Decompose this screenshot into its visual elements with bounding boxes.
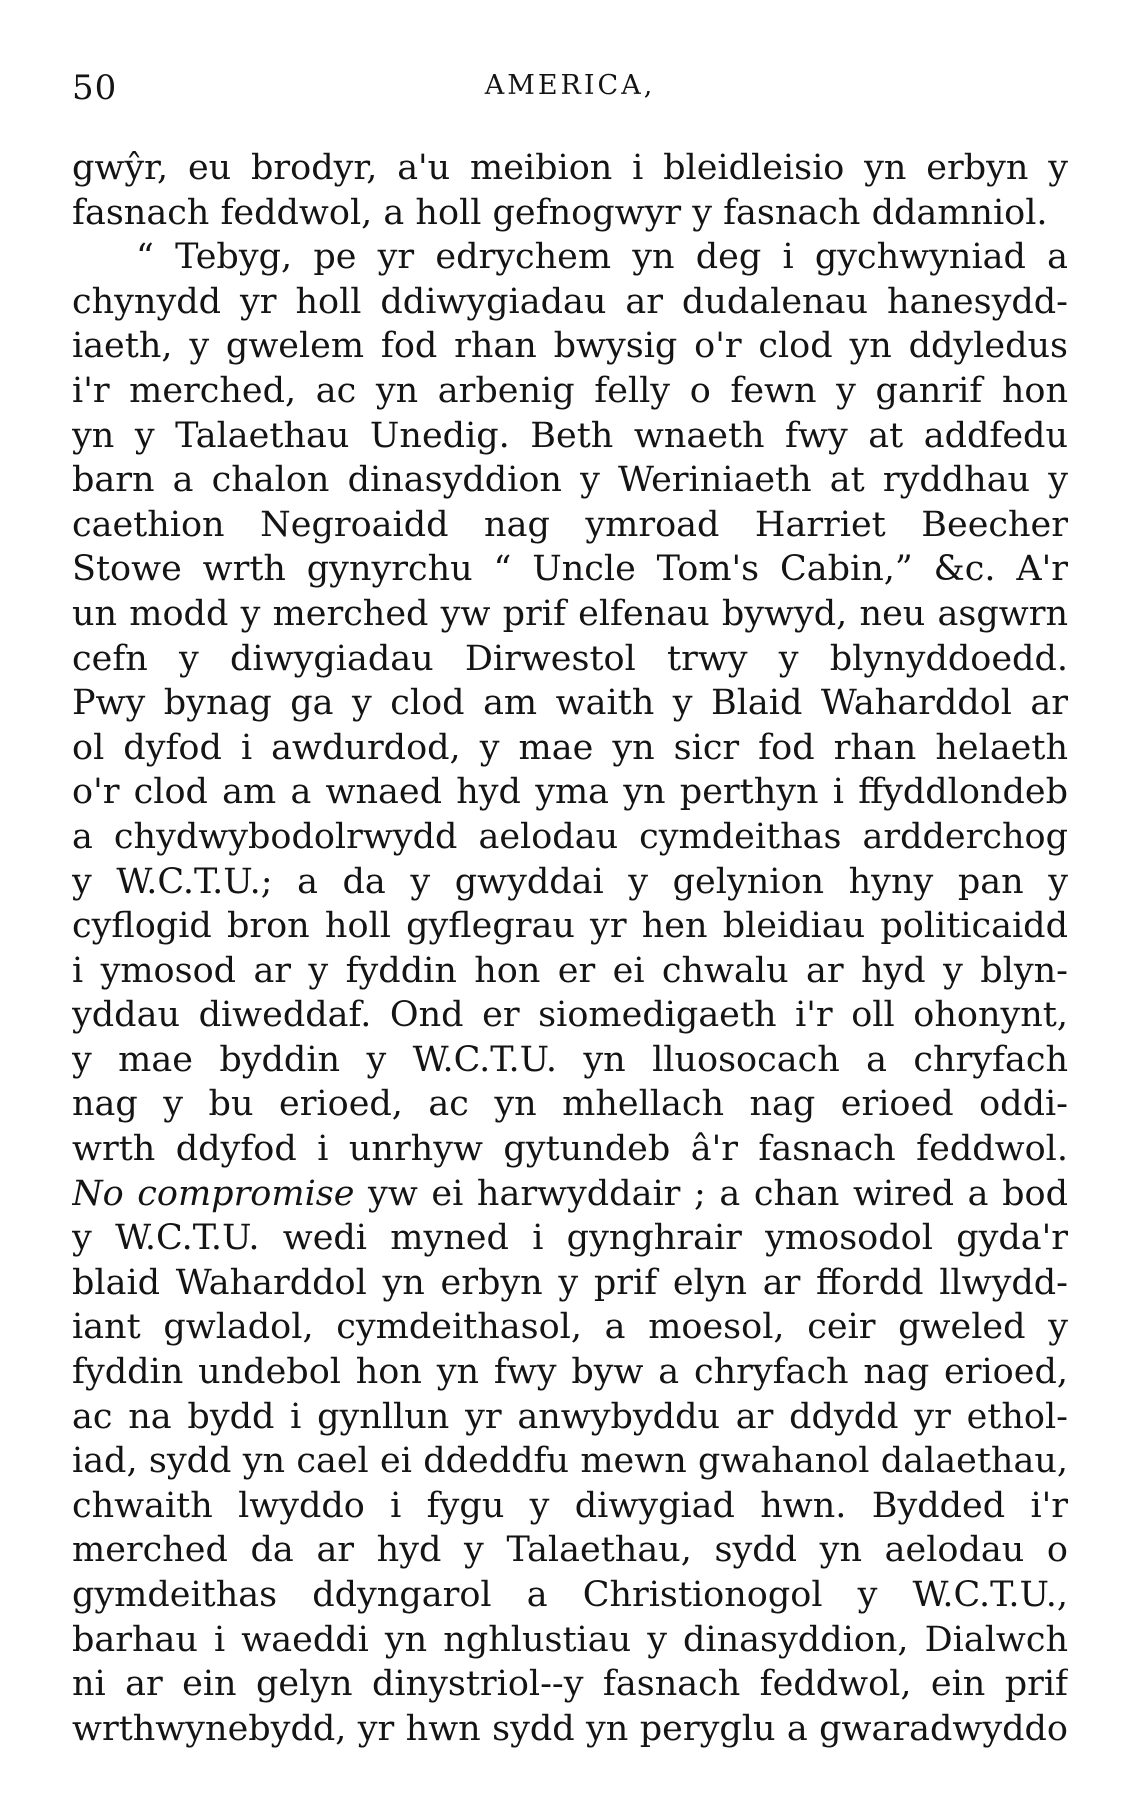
italic-line-rest: yw ei harwyddair ; a chan wired a bod bbox=[354, 1173, 1068, 1214]
text-line: yddau diweddaf. Ond er siomedigaeth i'r oll ohonynt, bbox=[72, 995, 1068, 1036]
text-line: chwaith lwyddo i fygu y diwygiad hwn. Bydded i'r bbox=[72, 1485, 1068, 1526]
running-head: AMERICA, bbox=[484, 70, 656, 101]
text-line: un modd y merched yw prif elfenau bywyd, neu asgwrn bbox=[72, 593, 1068, 634]
text-line: ni ar ein gelyn dinystriol--y fasnach feddwol, ein prif bbox=[72, 1664, 1068, 1705]
text-line: i'r merched, ac yn arbenig felly o fewn y ganrif hon bbox=[72, 370, 1068, 411]
body-text bbox=[72, 146, 1068, 1751]
text-line: wrthwynebydd, yr hwn sydd yn peryglu a gwaradwyddo bbox=[72, 1708, 1068, 1749]
text-line: fyddin undebol hon yn fwy byw a chryfach nag erioed, bbox=[72, 1352, 1068, 1393]
text-line: caethion Negroaidd nag ymroad Harriet Beecher bbox=[72, 504, 1068, 545]
text-line-italic bbox=[72, 1172, 1068, 1217]
page-number: 50 bbox=[72, 68, 118, 108]
text-line: gwŷr, eu brodyr, a'u meibion i bleidleisio yn erbyn y bbox=[72, 148, 1068, 188]
text-line: gymdeithas ddyngarol a Christionogol y W.C.T.U., bbox=[72, 1575, 1068, 1615]
text-line: yn y Talaethau Unedig. Beth wnaeth fwy at addfedu bbox=[72, 415, 1068, 456]
text-line: barhau i waeddi yn nghlustiau y dinasyddion, Dialwch bbox=[72, 1619, 1068, 1660]
italic-phrase: No compromise bbox=[72, 1173, 355, 1214]
text-line: ac na bydd i gynllun yr anwybyddu ar ddydd yr ethol- bbox=[72, 1396, 1068, 1437]
text-line: i ymosod ar y fyddin hon er ei chwalu ar hyd y blyn- bbox=[72, 950, 1068, 991]
text-line: nag y bu erioed, ac yn mhellach nag erioed oddi- bbox=[72, 1084, 1068, 1125]
text-line: y W.C.T.U.; a da y gwyddai y gelynion hyny pan y bbox=[72, 861, 1068, 902]
text-line: cefn y diwygiadau Dirwestol trwy y blynyddoedd. bbox=[72, 638, 1068, 679]
text-line: merched da ar hyd y Talaethau, sydd yn aelodau o bbox=[72, 1530, 1068, 1571]
text-line: iant gwladol, cymdeithasol, a moesol, ceir gweled y bbox=[72, 1307, 1068, 1348]
text-line: y W.C.T.U. wedi myned i gynghrair ymosodol gyda'r bbox=[72, 1218, 1068, 1259]
text-line: Pwy bynag ga y clod am waith y Blaid Waharddol ar bbox=[72, 683, 1068, 724]
text-line: ol dyfod i awdurdod, y mae yn sicr fod rhan helaeth bbox=[72, 727, 1068, 768]
text-line: wrth ddyfod i unrhyw gytundeb â'r fasnach feddwol. bbox=[72, 1129, 1068, 1170]
text-line: blaid Waharddol yn erbyn y prif elyn ar ffordd llwydd- bbox=[72, 1262, 1068, 1303]
page-header bbox=[72, 56, 1068, 116]
text-line: a chydwybodolrwydd aelodau cymdeithas ardderchog bbox=[72, 816, 1068, 857]
text-line: chynydd yr holl ddiwygiadau ar dudalenau hanesydd- bbox=[72, 281, 1068, 322]
book-page bbox=[72, 56, 1068, 1751]
text-line: iad, sydd yn cael ei ddeddfu mewn gwahanol dalaethau, bbox=[72, 1441, 1068, 1482]
text-line: iaeth, y gwelem fod rhan bwysig o'r clod yn ddyledus bbox=[72, 326, 1068, 367]
text-line: “ Tebyg, pe yr edrychem yn deg i gychwyniad a bbox=[136, 237, 1068, 278]
text-line: barn a chalon dinasyddion y Weriniaeth at ryddhau y bbox=[72, 460, 1068, 501]
text-line: Stowe wrth gynyrchu “ Uncle Tom's Cabin,” &c. A'r bbox=[72, 549, 1068, 590]
text-line: o'r clod am a wnaed hyd yma yn perthyn i ffyddlondeb bbox=[72, 772, 1068, 813]
text-line: cyflogid bron holl gyflegrau yr hen bleidiau politicaidd bbox=[72, 906, 1068, 947]
text-line: fasnach feddwol, a holl gefnogwyr y fasnach ddamniol. bbox=[72, 192, 1048, 233]
text-line: y mae byddin y W.C.T.U. yn lluosocach a chryfach bbox=[72, 1039, 1068, 1080]
